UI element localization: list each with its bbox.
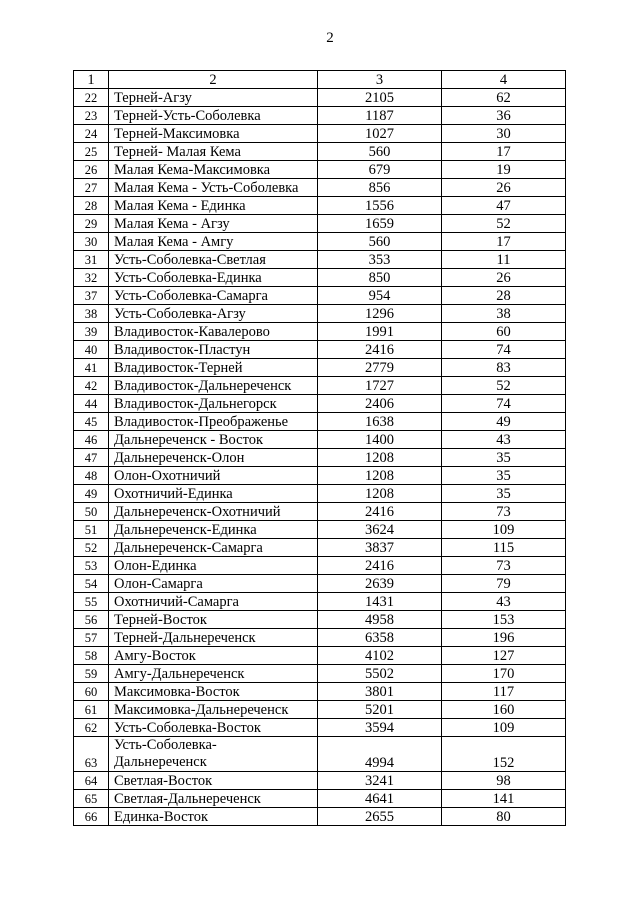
column-header-3: 3 (318, 71, 442, 89)
row-number: 45 (74, 413, 109, 431)
route-name: Усть-Соболевка- Дальнереченск (109, 737, 318, 772)
route-name: Амгу-Дальнереченск (109, 665, 318, 683)
table-row (74, 233, 566, 251)
route-name: Единка-Восток (109, 808, 318, 826)
table-row (74, 521, 566, 539)
table-row (74, 395, 566, 413)
row-number: 23 (74, 107, 109, 125)
value-col-3: 2416 (318, 341, 442, 359)
value-col-4: 170 (442, 665, 566, 683)
value-col-4: 152 (442, 737, 566, 772)
value-col-4: 47 (442, 197, 566, 215)
table-row (74, 575, 566, 593)
value-col-4: 79 (442, 575, 566, 593)
table-row (74, 323, 566, 341)
row-number: 44 (74, 395, 109, 413)
value-col-3: 2639 (318, 575, 442, 593)
value-col-3: 2655 (318, 808, 442, 826)
table-row (74, 431, 566, 449)
route-name: Усть-Соболевка-Самарга (109, 287, 318, 305)
row-number: 29 (74, 215, 109, 233)
table-row (74, 377, 566, 395)
value-col-4: 35 (442, 449, 566, 467)
table-row (74, 341, 566, 359)
table-row (74, 539, 566, 557)
route-name: Охотничий-Самарга (109, 593, 318, 611)
route-name: Владивосток-Дальнереченск (109, 377, 318, 395)
value-col-4: 153 (442, 611, 566, 629)
value-col-4: 73 (442, 557, 566, 575)
table-row (74, 107, 566, 125)
value-col-4: 60 (442, 323, 566, 341)
table-row (74, 593, 566, 611)
value-col-4: 141 (442, 790, 566, 808)
route-name: Терней-Дальнереченск (109, 629, 318, 647)
value-col-3: 560 (318, 143, 442, 161)
table-row (74, 701, 566, 719)
row-number: 40 (74, 341, 109, 359)
row-number: 30 (74, 233, 109, 251)
table-row (74, 808, 566, 826)
value-col-4: 19 (442, 161, 566, 179)
value-col-4: 35 (442, 485, 566, 503)
table-row (74, 503, 566, 521)
value-col-3: 4102 (318, 647, 442, 665)
table-row (74, 611, 566, 629)
value-col-4: 26 (442, 179, 566, 197)
route-name: Владивосток-Дальнегорск (109, 395, 318, 413)
route-name: Малая Кема - Единка (109, 197, 318, 215)
route-name: Дальнереченск-Охотничий (109, 503, 318, 521)
value-col-3: 954 (318, 287, 442, 305)
value-col-3: 2105 (318, 89, 442, 107)
table-row (74, 629, 566, 647)
value-col-3: 856 (318, 179, 442, 197)
row-number: 60 (74, 683, 109, 701)
row-number: 22 (74, 89, 109, 107)
row-number: 61 (74, 701, 109, 719)
value-col-3: 1638 (318, 413, 442, 431)
value-col-3: 353 (318, 251, 442, 269)
row-number: 39 (74, 323, 109, 341)
route-name: Усть-Соболевка-Агзу (109, 305, 318, 323)
value-col-4: 73 (442, 503, 566, 521)
route-name: Дальнереченск-Единка (109, 521, 318, 539)
table-row (74, 197, 566, 215)
route-name: Владивосток-Кавалерово (109, 323, 318, 341)
row-number: 59 (74, 665, 109, 683)
value-col-3: 1208 (318, 467, 442, 485)
value-col-4: 109 (442, 521, 566, 539)
row-number: 49 (74, 485, 109, 503)
route-name: Олон-Единка (109, 557, 318, 575)
row-number: 32 (74, 269, 109, 287)
row-number: 64 (74, 772, 109, 790)
row-number: 46 (74, 431, 109, 449)
row-number: 25 (74, 143, 109, 161)
route-name: Малая Кема - Амгу (109, 233, 318, 251)
table-row (74, 449, 566, 467)
table-header-row (74, 71, 566, 89)
value-col-3: 2779 (318, 359, 442, 377)
value-col-4: 196 (442, 629, 566, 647)
row-number: 53 (74, 557, 109, 575)
row-number: 55 (74, 593, 109, 611)
value-col-4: 30 (442, 125, 566, 143)
row-number: 63 (74, 737, 109, 772)
route-name: Терней-Усть-Соболевка (109, 107, 318, 125)
table-row (74, 359, 566, 377)
value-col-4: 52 (442, 377, 566, 395)
value-col-3: 4958 (318, 611, 442, 629)
table-row (74, 790, 566, 808)
route-name: Дальнереченск - Восток (109, 431, 318, 449)
table-row (74, 683, 566, 701)
route-name: Олон-Самарга (109, 575, 318, 593)
row-number: 28 (74, 197, 109, 215)
value-col-3: 1208 (318, 449, 442, 467)
value-col-3: 3594 (318, 719, 442, 737)
value-col-4: 74 (442, 341, 566, 359)
value-col-3: 3241 (318, 772, 442, 790)
row-number: 66 (74, 808, 109, 826)
table-body (74, 89, 566, 826)
value-col-4: 52 (442, 215, 566, 233)
row-number: 54 (74, 575, 109, 593)
table-row (74, 287, 566, 305)
table-row (74, 467, 566, 485)
row-number: 37 (74, 287, 109, 305)
value-col-3: 3837 (318, 539, 442, 557)
table-row (74, 413, 566, 431)
route-name: Малая Кема-Максимовка (109, 161, 318, 179)
value-col-4: 43 (442, 431, 566, 449)
table-row (74, 179, 566, 197)
value-col-4: 83 (442, 359, 566, 377)
row-number: 47 (74, 449, 109, 467)
value-col-3: 4994 (318, 737, 442, 772)
row-number: 58 (74, 647, 109, 665)
value-col-4: 36 (442, 107, 566, 125)
value-col-4: 43 (442, 593, 566, 611)
value-col-3: 1187 (318, 107, 442, 125)
value-col-4: 98 (442, 772, 566, 790)
value-col-4: 28 (442, 287, 566, 305)
table-row (74, 737, 566, 772)
value-col-4: 127 (442, 647, 566, 665)
route-name: Терней-Агзу (109, 89, 318, 107)
value-col-3: 560 (318, 233, 442, 251)
route-name: Владивосток-Пластун (109, 341, 318, 359)
value-col-3: 1556 (318, 197, 442, 215)
column-header-1: 1 (74, 71, 109, 89)
column-header-2: 2 (109, 71, 318, 89)
value-col-3: 2416 (318, 503, 442, 521)
route-name: Светлая-Восток (109, 772, 318, 790)
table-row (74, 305, 566, 323)
row-number: 56 (74, 611, 109, 629)
value-col-3: 3801 (318, 683, 442, 701)
route-name: Малая Кема - Агзу (109, 215, 318, 233)
row-number: 26 (74, 161, 109, 179)
page-number: 2 (326, 30, 334, 46)
table-row (74, 665, 566, 683)
value-col-4: 160 (442, 701, 566, 719)
table-row (74, 125, 566, 143)
value-col-4: 49 (442, 413, 566, 431)
value-col-3: 1991 (318, 323, 442, 341)
value-col-3: 2406 (318, 395, 442, 413)
value-col-3: 2416 (318, 557, 442, 575)
row-number: 27 (74, 179, 109, 197)
table-row (74, 557, 566, 575)
route-name: Усть-Соболевка-Восток (109, 719, 318, 737)
value-col-3: 4641 (318, 790, 442, 808)
route-name: Амгу-Восток (109, 647, 318, 665)
value-col-4: 62 (442, 89, 566, 107)
value-col-3: 679 (318, 161, 442, 179)
route-name: Максимовка-Восток (109, 683, 318, 701)
row-number: 42 (74, 377, 109, 395)
table-row (74, 89, 566, 107)
route-name: Охотничий-Единка (109, 485, 318, 503)
value-col-3: 1296 (318, 305, 442, 323)
table-row (74, 215, 566, 233)
route-name: Владивосток-Терней (109, 359, 318, 377)
row-number: 52 (74, 539, 109, 557)
route-name: Владивосток-Преображенье (109, 413, 318, 431)
value-col-3: 6358 (318, 629, 442, 647)
value-col-4: 74 (442, 395, 566, 413)
row-number: 48 (74, 467, 109, 485)
value-col-3: 1400 (318, 431, 442, 449)
value-col-4: 17 (442, 233, 566, 251)
value-col-3: 1727 (318, 377, 442, 395)
value-col-3: 1208 (318, 485, 442, 503)
row-number: 65 (74, 790, 109, 808)
value-col-3: 5502 (318, 665, 442, 683)
routes-table (73, 70, 566, 826)
value-col-4: 80 (442, 808, 566, 826)
table-row (74, 485, 566, 503)
route-name: Усть-Соболевка-Единка (109, 269, 318, 287)
route-name: Терней- Малая Кема (109, 143, 318, 161)
value-col-3: 850 (318, 269, 442, 287)
route-name: Малая Кема - Усть-Соболевка (109, 179, 318, 197)
route-name: Максимовка-Дальнереченск (109, 701, 318, 719)
row-number: 57 (74, 629, 109, 647)
route-name: Олон-Охотничий (109, 467, 318, 485)
table-row (74, 251, 566, 269)
route-name: Терней-Восток (109, 611, 318, 629)
row-number: 31 (74, 251, 109, 269)
value-col-4: 11 (442, 251, 566, 269)
row-number: 41 (74, 359, 109, 377)
column-header-4: 4 (442, 71, 566, 89)
row-number: 62 (74, 719, 109, 737)
value-col-4: 115 (442, 539, 566, 557)
value-col-4: 35 (442, 467, 566, 485)
route-name: Светлая-Дальнереченск (109, 790, 318, 808)
row-number: 51 (74, 521, 109, 539)
value-col-3: 3624 (318, 521, 442, 539)
value-col-4: 109 (442, 719, 566, 737)
value-col-3: 1659 (318, 215, 442, 233)
table-row (74, 143, 566, 161)
row-number: 50 (74, 503, 109, 521)
table-row (74, 161, 566, 179)
table-row (74, 719, 566, 737)
value-col-4: 17 (442, 143, 566, 161)
value-col-4: 117 (442, 683, 566, 701)
value-col-3: 1027 (318, 125, 442, 143)
table-row (74, 269, 566, 287)
row-number: 38 (74, 305, 109, 323)
route-name: Дальнереченск-Самарга (109, 539, 318, 557)
value-col-3: 1431 (318, 593, 442, 611)
value-col-3: 5201 (318, 701, 442, 719)
value-col-4: 26 (442, 269, 566, 287)
table-row (74, 772, 566, 790)
table-row (74, 647, 566, 665)
route-name: Усть-Соболевка-Светлая (109, 251, 318, 269)
route-name: Дальнереченск-Олон (109, 449, 318, 467)
route-name: Терней-Максимовка (109, 125, 318, 143)
value-col-4: 38 (442, 305, 566, 323)
row-number: 24 (74, 125, 109, 143)
